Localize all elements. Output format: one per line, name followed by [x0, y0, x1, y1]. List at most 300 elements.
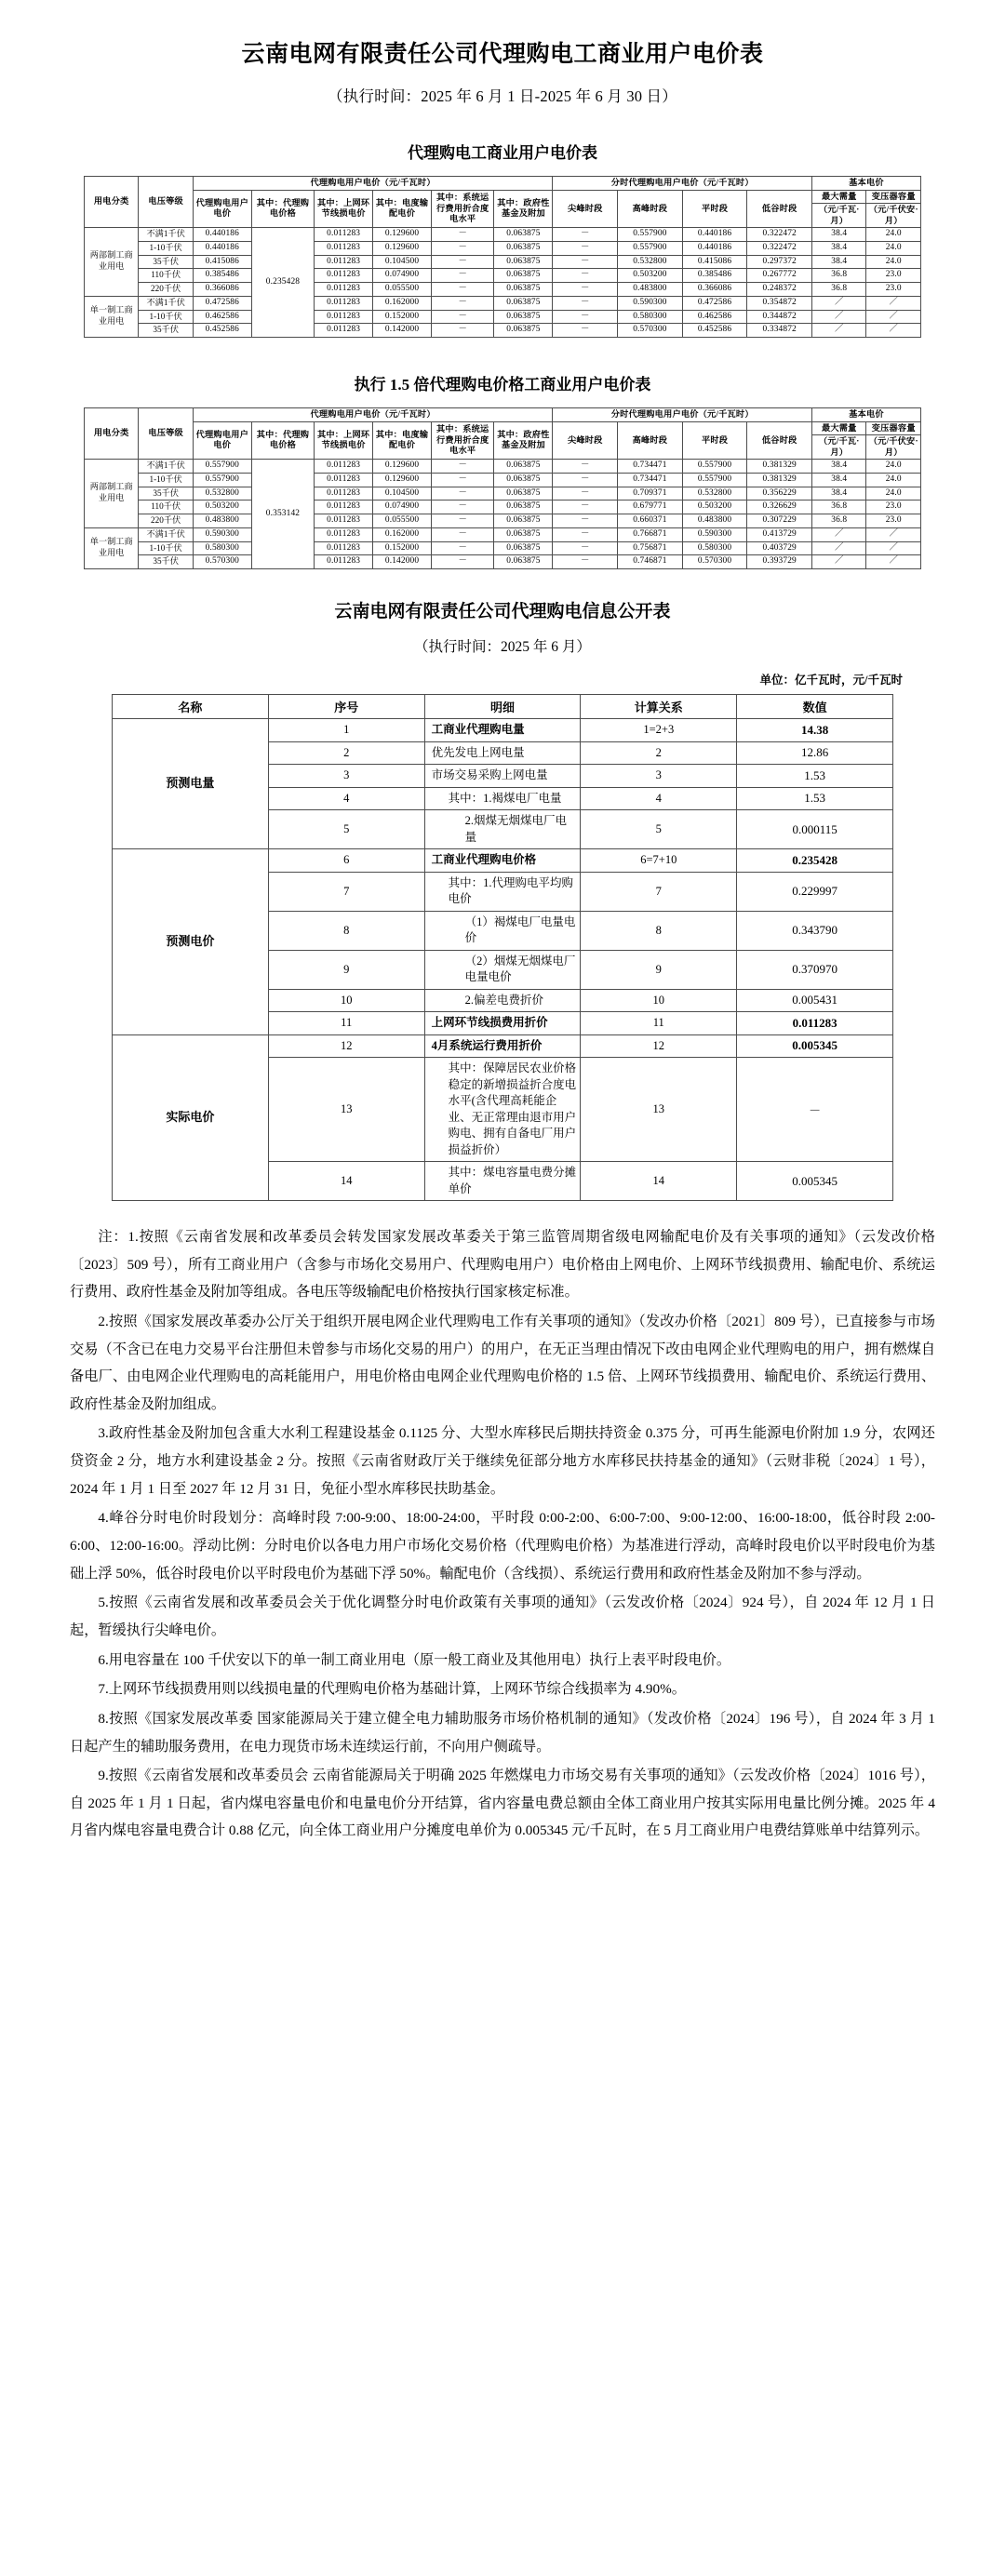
- th-gov-fund: 其中：政府性基金及附加: [494, 190, 553, 228]
- cell-value: 0.370970: [737, 950, 893, 989]
- cell-user-price: 0.472586: [193, 296, 251, 310]
- cell-voltage-level: 35千伏: [139, 324, 193, 338]
- cell-system-operation-fee: －: [432, 269, 494, 283]
- cell-detail-label: 工商业代理购电价格: [424, 849, 581, 873]
- cell-calculation-relation: 2: [581, 741, 737, 765]
- th-relation: 计算关系: [581, 695, 737, 719]
- cell-system-operation-fee: －: [432, 487, 494, 501]
- cell-government-fund: 0.063875: [494, 514, 553, 528]
- table-row: [85, 241, 921, 255]
- cell-calculation-relation: 4: [581, 787, 737, 810]
- cell-voltage-level: 1-10千伏: [139, 473, 193, 487]
- cell-system-operation-fee: －: [432, 241, 494, 255]
- cell-valley-period-price: 0.344872: [747, 310, 812, 324]
- cell-value: 0.235428: [737, 849, 893, 873]
- cell-sharp-period-price: －: [553, 555, 618, 569]
- table-row: [85, 310, 921, 324]
- cell-system-operation-fee: －: [432, 460, 494, 474]
- cell-max-demand-price: 36.8: [812, 283, 866, 297]
- cell-peak-period-price: 0.734471: [618, 460, 683, 474]
- cell-calculation-relation: 1=2+3: [581, 719, 737, 742]
- cell-line-loss-price: 0.011283: [315, 269, 373, 283]
- cell-value: 0.005431: [737, 989, 893, 1012]
- th-transmission: 其中：电度输配电价: [373, 190, 432, 228]
- row-group-actual-price: 实际电价: [113, 1034, 269, 1201]
- th-purchase-price: 其中：代理购电价格: [251, 421, 314, 460]
- th-detail: 明细: [424, 695, 581, 719]
- cell-valley-period-price: 0.334872: [747, 324, 812, 338]
- cell-line-loss-price: 0.011283: [315, 241, 373, 255]
- cell-voltage-level: 110千伏: [139, 269, 193, 283]
- cell-line-loss-price: 0.011283: [315, 555, 373, 569]
- cell-max-demand-price: 38.4: [812, 228, 866, 242]
- cell-calculation-relation: 3: [581, 765, 737, 788]
- cell-row-index: 13: [268, 1058, 424, 1162]
- cell-calculation-relation: 13: [581, 1058, 737, 1162]
- cell-user-price: 0.385486: [193, 269, 251, 283]
- cell-government-fund: 0.063875: [494, 487, 553, 501]
- table-row: [85, 473, 921, 487]
- cell-peak-period-price: 0.570300: [618, 324, 683, 338]
- cell-transformer-capacity-price: 23.0: [866, 283, 921, 297]
- cell-government-fund: 0.063875: [494, 555, 553, 569]
- cell-system-operation-fee: －: [432, 514, 494, 528]
- note-paragraph: 5.按照《云南省发展和改革委员会关于优化调整分时电价政策有关事项的通知》（云发改价格〔2024〕924 号），自 2024 年 12 月 1 日起，暂缓执行尖峰电价。: [70, 1595, 935, 1638]
- table-row: [113, 1034, 893, 1058]
- cell-user-price: 0.532800: [193, 487, 251, 501]
- cell-valley-period-price: 0.354872: [747, 296, 812, 310]
- table-row: [85, 324, 921, 338]
- cell-system-operation-fee: －: [432, 555, 494, 569]
- cell-line-loss-price: 0.011283: [315, 487, 373, 501]
- cell-detail-label: （1）褐煤电厂电量电价: [424, 911, 581, 950]
- cell-transmission-price: 0.162000: [373, 296, 432, 310]
- th-transformer: 变压器容量: [866, 421, 921, 435]
- row-category-two-part: 两部制工商业用电: [85, 460, 139, 528]
- cell-transmission-price: 0.129600: [373, 473, 432, 487]
- cell-flat-period-price: 0.440186: [682, 241, 747, 255]
- cell-max-demand-price: 36.8: [812, 269, 866, 283]
- cell-voltage-level: 不满1千伏: [139, 228, 193, 242]
- th-user-price: 代理购电用户电价: [193, 190, 251, 228]
- cell-line-loss-price: 0.011283: [315, 310, 373, 324]
- cell-max-demand-price: 38.4: [812, 460, 866, 474]
- cell-government-fund: 0.063875: [494, 296, 553, 310]
- cell-value: 1.53: [737, 787, 893, 810]
- cell-transmission-price: 0.055500: [373, 514, 432, 528]
- table3-subtitle: （执行时间：2025 年 6 月）: [414, 639, 591, 655]
- table3-title: 云南电网有限责任公司代理购电信息公开表: [334, 602, 671, 621]
- cell-max-demand-price: ／: [812, 527, 866, 541]
- cell-peak-period-price: 0.766871: [618, 527, 683, 541]
- th-index: 序号: [268, 695, 424, 719]
- cell-flat-period-price: 0.503200: [682, 501, 747, 514]
- cell-detail-label: 其中：1.代理购电平均购电价: [424, 872, 581, 911]
- th-value: 数值: [737, 695, 893, 719]
- cell-flat-period-price: 0.557900: [682, 460, 747, 474]
- cell-calculation-relation: 5: [581, 810, 737, 849]
- cell-voltage-level: 1-10千伏: [139, 241, 193, 255]
- cell-transformer-capacity-price: 24.0: [866, 487, 921, 501]
- cell-sharp-period-price: －: [553, 527, 618, 541]
- cell-value: 12.86: [737, 741, 893, 765]
- th-group-basic-price: 基本电价: [812, 177, 921, 191]
- cell-government-fund: 0.063875: [494, 324, 553, 338]
- cell-user-price: 0.483800: [193, 514, 251, 528]
- th-peak: 高峰时段: [618, 190, 683, 228]
- cell-row-index: 9: [268, 950, 424, 989]
- cell-system-operation-fee: －: [432, 228, 494, 242]
- cell-system-operation-fee: －: [432, 324, 494, 338]
- th-max-demand-unit: （元/千瓦·月）: [812, 435, 866, 460]
- cell-user-price: 0.580300: [193, 541, 251, 555]
- table1-header-row-1: [85, 177, 921, 191]
- cell-flat-period-price: 0.580300: [682, 541, 747, 555]
- cell-calculation-relation: 8: [581, 911, 737, 950]
- cell-sharp-period-price: －: [553, 283, 618, 297]
- cell-detail-label: 市场交易采购上网电量: [424, 765, 581, 788]
- cell-detail-label: 优先发电上网电量: [424, 741, 581, 765]
- th-flat: 平时段: [682, 190, 747, 228]
- cell-user-price: 0.452586: [193, 324, 251, 338]
- table-row: [85, 555, 921, 569]
- th-group-agent-price: 代理购电用户电价（元/千瓦时）: [193, 177, 553, 191]
- table-row: [85, 269, 921, 283]
- cell-valley-period-price: 0.393729: [747, 555, 812, 569]
- table-row: [85, 255, 921, 269]
- cell-row-index: 5: [268, 810, 424, 849]
- cell-detail-label: 工商业代理购电量: [424, 719, 581, 742]
- cell-value: 0.005345: [737, 1162, 893, 1201]
- th-max-demand: 最大需量: [812, 421, 866, 435]
- cell-peak-period-price: 0.679771: [618, 501, 683, 514]
- cell-user-price: 0.557900: [193, 473, 251, 487]
- cell-voltage-level: 220千伏: [139, 514, 193, 528]
- cell-value: 1.53: [737, 765, 893, 788]
- cell-calculation-relation: 9: [581, 950, 737, 989]
- cell-government-fund: 0.063875: [494, 310, 553, 324]
- table-row: [85, 514, 921, 528]
- cell-line-loss-price: 0.011283: [315, 296, 373, 310]
- cell-user-price: 0.570300: [193, 555, 251, 569]
- table1-body: [85, 228, 921, 338]
- table-row: [85, 296, 921, 310]
- cell-transmission-price: 0.055500: [373, 283, 432, 297]
- table3-wrapper: [0, 694, 1005, 1201]
- cell-system-operation-fee: －: [432, 473, 494, 487]
- cell-system-operation-fee: －: [432, 283, 494, 297]
- cell-line-loss-price: 0.011283: [315, 255, 373, 269]
- cell-transmission-price: 0.152000: [373, 310, 432, 324]
- th-line-loss: 其中：上网环节线损电价: [315, 190, 373, 228]
- th-category: 用电分类: [85, 408, 139, 460]
- cell-user-price: 0.366086: [193, 283, 251, 297]
- cell-sharp-period-price: －: [553, 514, 618, 528]
- cell-peak-period-price: 0.756871: [618, 541, 683, 555]
- cell-transformer-capacity-price: ／: [866, 555, 921, 569]
- cell-flat-period-price: 0.472586: [682, 296, 747, 310]
- cell-transmission-price: 0.074900: [373, 269, 432, 283]
- cell-max-demand-price: 36.8: [812, 514, 866, 528]
- cell-voltage-level: 1-10千伏: [139, 541, 193, 555]
- cell-row-index: 6: [268, 849, 424, 873]
- cell-transmission-price: 0.162000: [373, 527, 432, 541]
- cell-max-demand-price: 38.4: [812, 255, 866, 269]
- cell-transformer-capacity-price: 24.0: [866, 241, 921, 255]
- cell-value: 14.38: [737, 719, 893, 742]
- agent-purchase-price-1-5x-table: [84, 407, 921, 569]
- cell-max-demand-price: 38.4: [812, 473, 866, 487]
- cell-calculation-relation: 12: [581, 1034, 737, 1058]
- cell-sharp-period-price: －: [553, 255, 618, 269]
- cell-valley-period-price: 0.356229: [747, 487, 812, 501]
- note-paragraph: 6.用电容量在 100 千伏安以下的单一制工商业用电（原一般工商业及其他用电）执行上表平时段电价。: [98, 1651, 731, 1668]
- cell-row-index: 11: [268, 1012, 424, 1035]
- cell-line-loss-price: 0.011283: [315, 514, 373, 528]
- th-name: 名称: [113, 695, 269, 719]
- cell-valley-period-price: 0.322472: [747, 241, 812, 255]
- cell-transformer-capacity-price: 24.0: [866, 228, 921, 242]
- cell-peak-period-price: 0.746871: [618, 555, 683, 569]
- cell-line-loss-price: 0.011283: [315, 324, 373, 338]
- th-peak: 高峰时段: [618, 421, 683, 460]
- cell-peak-period-price: 0.532800: [618, 255, 683, 269]
- table3-header-row: [113, 695, 893, 719]
- cell-transmission-price: 0.129600: [373, 241, 432, 255]
- cell-government-fund: 0.063875: [494, 473, 553, 487]
- cell-government-fund: 0.063875: [494, 255, 553, 269]
- table1-title: 代理购电工商业用户电价表: [408, 144, 597, 162]
- cell-user-price: 0.557900: [193, 460, 251, 474]
- cell-value: 0.011283: [737, 1012, 893, 1035]
- cell-value: 0.229997: [737, 872, 893, 911]
- cell-valley-period-price: 0.403729: [747, 541, 812, 555]
- th-transformer: 变压器容量: [866, 190, 921, 204]
- table-row: [85, 501, 921, 514]
- cell-sharp-period-price: －: [553, 241, 618, 255]
- cell-government-fund: 0.063875: [494, 228, 553, 242]
- cell-row-index: 12: [268, 1034, 424, 1058]
- cell-calculation-relation: 11: [581, 1012, 737, 1035]
- table-row: [85, 541, 921, 555]
- th-user-price: 代理购电用户电价: [193, 421, 251, 460]
- cell-transformer-capacity-price: 24.0: [866, 255, 921, 269]
- cell-sharp-period-price: －: [553, 296, 618, 310]
- cell-row-index: 4: [268, 787, 424, 810]
- cell-peak-period-price: 0.483800: [618, 283, 683, 297]
- row-category-single-part: 单一制工商业用电: [85, 296, 139, 337]
- cell-detail-label: 其中：保障居民农业价格稳定的新增损益折合度电水平(含代理高耗能企业、无正常理由退市用户购电、拥有自备电厂用户损益折价）: [424, 1058, 581, 1162]
- cell-government-fund: 0.063875: [494, 283, 553, 297]
- cell-valley-period-price: 0.297372: [747, 255, 812, 269]
- cell-peak-period-price: 0.557900: [618, 228, 683, 242]
- agent-purchase-info-table: [112, 694, 893, 1201]
- cell-system-operation-fee: －: [432, 501, 494, 514]
- cell-sharp-period-price: －: [553, 310, 618, 324]
- cell-detail-label: 2.烟煤无烟煤电厂电量: [424, 810, 581, 849]
- th-category: 用电分类: [85, 177, 139, 228]
- page-title: 云南电网有限责任公司代理购电工商业用户电价表: [241, 42, 764, 67]
- cell-peak-period-price: 0.590300: [618, 296, 683, 310]
- th-flat: 平时段: [682, 421, 747, 460]
- cell-sharp-period-price: －: [553, 228, 618, 242]
- cell-calculation-relation: 14: [581, 1162, 737, 1201]
- cell-government-fund: 0.063875: [494, 501, 553, 514]
- cell-value: 0.005345: [737, 1034, 893, 1058]
- cell-valley-period-price: 0.381329: [747, 473, 812, 487]
- cell-transformer-capacity-price: ／: [866, 527, 921, 541]
- cell-flat-period-price: 0.483800: [682, 514, 747, 528]
- th-valley: 低谷时段: [747, 190, 812, 228]
- cell-max-demand-price: ／: [812, 541, 866, 555]
- th-voltage: 电压等级: [139, 408, 193, 460]
- note-paragraph: 4.峰谷分时电价时段划分：高峰时段 7:00-9:00、18:00-24:00，平时段 0:00-2:00、6:00-7:00、9:00-12:00、16:00-18:00，低谷时段 2:00-6:00、12:00-16:00。浮动比例：分时电价以各电力用户市场化交易价格（代理购电价格）为基准进行浮动，高峰时段电价以平时段电价为基础上浮 50%，低谷时段电价以平时段电价为基础下浮 50%。輸配电价（含线损）、系统运行费用和政府性基金及附加不参与浮动。: [70, 1510, 935, 1582]
- note-paragraph: 7.上网环节线损费用则以线损电量的代理购电价格为基础计算，上网环节综合线损率为 4.90%。: [98, 1681, 686, 1698]
- cell-flat-period-price: 0.452586: [682, 324, 747, 338]
- cell-line-loss-price: 0.011283: [315, 501, 373, 514]
- th-group-tou-price: 分时代理购电用户电价（元/千瓦时）: [553, 177, 812, 191]
- table2-header-row-2: [85, 421, 921, 435]
- cell-calculation-relation: 10: [581, 989, 737, 1012]
- cell-row-index: 8: [268, 911, 424, 950]
- cell-transformer-capacity-price: ／: [866, 324, 921, 338]
- cell-system-operation-fee: －: [432, 527, 494, 541]
- cell-sharp-period-price: －: [553, 541, 618, 555]
- th-voltage: 电压等级: [139, 177, 193, 228]
- cell-valley-period-price: 0.413729: [747, 527, 812, 541]
- agent-purchase-price-table: [84, 176, 921, 338]
- th-valley: 低谷时段: [747, 421, 812, 460]
- cell-voltage-level: 1-10千伏: [139, 310, 193, 324]
- cell-valley-period-price: 0.267772: [747, 269, 812, 283]
- cell-peak-period-price: 0.709371: [618, 487, 683, 501]
- cell-row-index: 3: [268, 765, 424, 788]
- cell-transformer-capacity-price: 24.0: [866, 460, 921, 474]
- cell-line-loss-price: 0.011283: [315, 228, 373, 242]
- th-group-tou-price: 分时代理购电用户电价（元/千瓦时）: [553, 408, 812, 422]
- cell-flat-period-price: 0.590300: [682, 527, 747, 541]
- cell-flat-period-price: 0.415086: [682, 255, 747, 269]
- cell-flat-period-price: 0.557900: [682, 473, 747, 487]
- cell-sharp-period-price: －: [553, 324, 618, 338]
- cell-valley-period-price: 0.248372: [747, 283, 812, 297]
- cell-line-loss-price: 0.011283: [315, 473, 373, 487]
- cell-peak-period-price: 0.557900: [618, 241, 683, 255]
- cell-transmission-price: 0.142000: [373, 324, 432, 338]
- cell-value: －: [737, 1058, 893, 1162]
- cell-government-fund: 0.063875: [494, 541, 553, 555]
- cell-detail-label: （2）烟煤无烟煤电厂电量电价: [424, 950, 581, 989]
- cell-row-index: 1: [268, 719, 424, 742]
- th-transmission: 其中：电度输配电价: [373, 421, 432, 460]
- cell-value: 0.343790: [737, 911, 893, 950]
- cell-sharp-period-price: －: [553, 501, 618, 514]
- cell-system-operation-fee: －: [432, 541, 494, 555]
- cell-valley-period-price: 0.322472: [747, 228, 812, 242]
- cell-system-operation-fee: －: [432, 255, 494, 269]
- cell-flat-period-price: 0.385486: [682, 269, 747, 283]
- cell-peak-period-price: 0.660371: [618, 514, 683, 528]
- cell-max-demand-price: ／: [812, 310, 866, 324]
- cell-voltage-level: 35千伏: [139, 487, 193, 501]
- cell-transformer-capacity-price: 23.0: [866, 269, 921, 283]
- cell-transformer-capacity-price: 23.0: [866, 501, 921, 514]
- cell-row-index: 14: [268, 1162, 424, 1201]
- cell-user-price: 0.462586: [193, 310, 251, 324]
- cell-voltage-level: 35千伏: [139, 555, 193, 569]
- cell-peak-period-price: 0.734471: [618, 473, 683, 487]
- cell-user-price: 0.415086: [193, 255, 251, 269]
- table1-header-row-2: [85, 190, 921, 204]
- cell-transformer-capacity-price: ／: [866, 310, 921, 324]
- cell-valley-period-price: 0.307229: [747, 514, 812, 528]
- cell-detail-label: 4月系统运行费用折价: [424, 1034, 581, 1058]
- cell-peak-period-price: 0.580300: [618, 310, 683, 324]
- table-row: [113, 719, 893, 742]
- cell-detail-label: 上网环节线损费用折价: [424, 1012, 581, 1035]
- th-group-agent-price: 代理购电用户电价（元/千瓦时）: [193, 408, 553, 422]
- th-system-op: 其中：系统运行费用折合度电水平: [432, 190, 494, 228]
- cell-max-demand-price: ／: [812, 324, 866, 338]
- cell-transformer-capacity-price: ／: [866, 296, 921, 310]
- cell-sharp-period-price: －: [553, 473, 618, 487]
- cell-transmission-price: 0.152000: [373, 541, 432, 555]
- cell-voltage-level: 35千伏: [139, 255, 193, 269]
- table2-title: 执行 1.5 倍代理购电价格工商业用户电价表: [354, 376, 651, 394]
- cell-government-fund: 0.063875: [494, 460, 553, 474]
- table3-unit-label: 单位：亿千瓦时，元/千瓦时: [759, 674, 903, 687]
- note-paragraph: 9.按照《云南省发展和改革委员会 云南省能源局关于明确 2025 年燃煤电力市场交易有关事项的通知》（云发改价格〔2024〕1016 号），自 2025 年 1 月 1 日起，省内煤电容量电价和电量电价分开结算，省内容量电费总额由全体工商业用户按其实际用电量比例分摊。2025 年 4 月省内煤电容量电费合计 0.88 亿元，向全体工商业用户分摊度电单价为 0.005345 元/千瓦时，在 5 月工商业用户电费结算账单中结算列示。: [70, 1768, 935, 1839]
- th-transformer-unit: （元/千伏安·月）: [866, 435, 921, 460]
- note-paragraph: 3.政府性基金及附加包含重大水利工程建设基金 0.1125 分、大型水库移民后期扶持资金 0.375 分，可再生能源电价附加 1.9 分，农网还贷资金 2 分，地方水利建设基金 2 分。按照《云南省财政厅关于继续免征部分地方水库移民扶持基金的通知》（云财非税〔2024〕1 号），2024 年 1 月 1 日至 2027 年 12 月 31 日，免征小型水库移民扶助基金。: [70, 1425, 935, 1497]
- cell-calculation-relation: 7: [581, 872, 737, 911]
- table2-wrapper: [0, 407, 1005, 569]
- cell-user-price: 0.440186: [193, 241, 251, 255]
- cell-peak-period-price: 0.503200: [618, 269, 683, 283]
- table1-wrapper: [0, 176, 1005, 338]
- table-row: [85, 460, 921, 474]
- cell-line-loss-price: 0.011283: [315, 460, 373, 474]
- th-group-basic-price: 基本电价: [812, 408, 921, 422]
- note-paragraph: 8.按照《国家发展改革委 国家能源局关于建立健全电力辅助服务市场价格机制的通知》（发改价格〔2024〕196 号），自 2024 年 3 月 1 日起产生的辅助服务费用，在电力现货市场未连续运行前，不向用户侧疏导。: [70, 1710, 935, 1755]
- cell-line-loss-price: 0.011283: [315, 541, 373, 555]
- table2-header-row-1: [85, 408, 921, 422]
- cell-valley-period-price: 0.381329: [747, 460, 812, 474]
- cell-detail-label: 2.偏差电费折价: [424, 989, 581, 1012]
- cell-system-operation-fee: －: [432, 296, 494, 310]
- th-max-demand: 最大需量: [812, 190, 866, 204]
- cell-max-demand-price: 38.4: [812, 241, 866, 255]
- cell-voltage-level: 不满1千伏: [139, 460, 193, 474]
- cell-flat-period-price: 0.532800: [682, 487, 747, 501]
- th-system-op: 其中：系统运行费用折合度电水平: [432, 421, 494, 460]
- cell-transmission-price: 0.129600: [373, 460, 432, 474]
- cell-government-fund: 0.063875: [494, 527, 553, 541]
- cell-transmission-price: 0.104500: [373, 487, 432, 501]
- cell-shared-purchase-price: 0.353142: [251, 460, 314, 569]
- th-max-demand-unit: （元/千瓦·月）: [812, 204, 866, 228]
- table-row: [85, 228, 921, 242]
- cell-sharp-period-price: －: [553, 460, 618, 474]
- cell-transmission-price: 0.142000: [373, 555, 432, 569]
- cell-max-demand-price: 36.8: [812, 501, 866, 514]
- cell-value: 0.000115: [737, 810, 893, 849]
- cell-transformer-capacity-price: 24.0: [866, 473, 921, 487]
- cell-row-index: 10: [268, 989, 424, 1012]
- cell-voltage-level: 不满1千伏: [139, 527, 193, 541]
- cell-detail-label: 其中：1.褐煤电厂电量: [424, 787, 581, 810]
- cell-flat-period-price: 0.570300: [682, 555, 747, 569]
